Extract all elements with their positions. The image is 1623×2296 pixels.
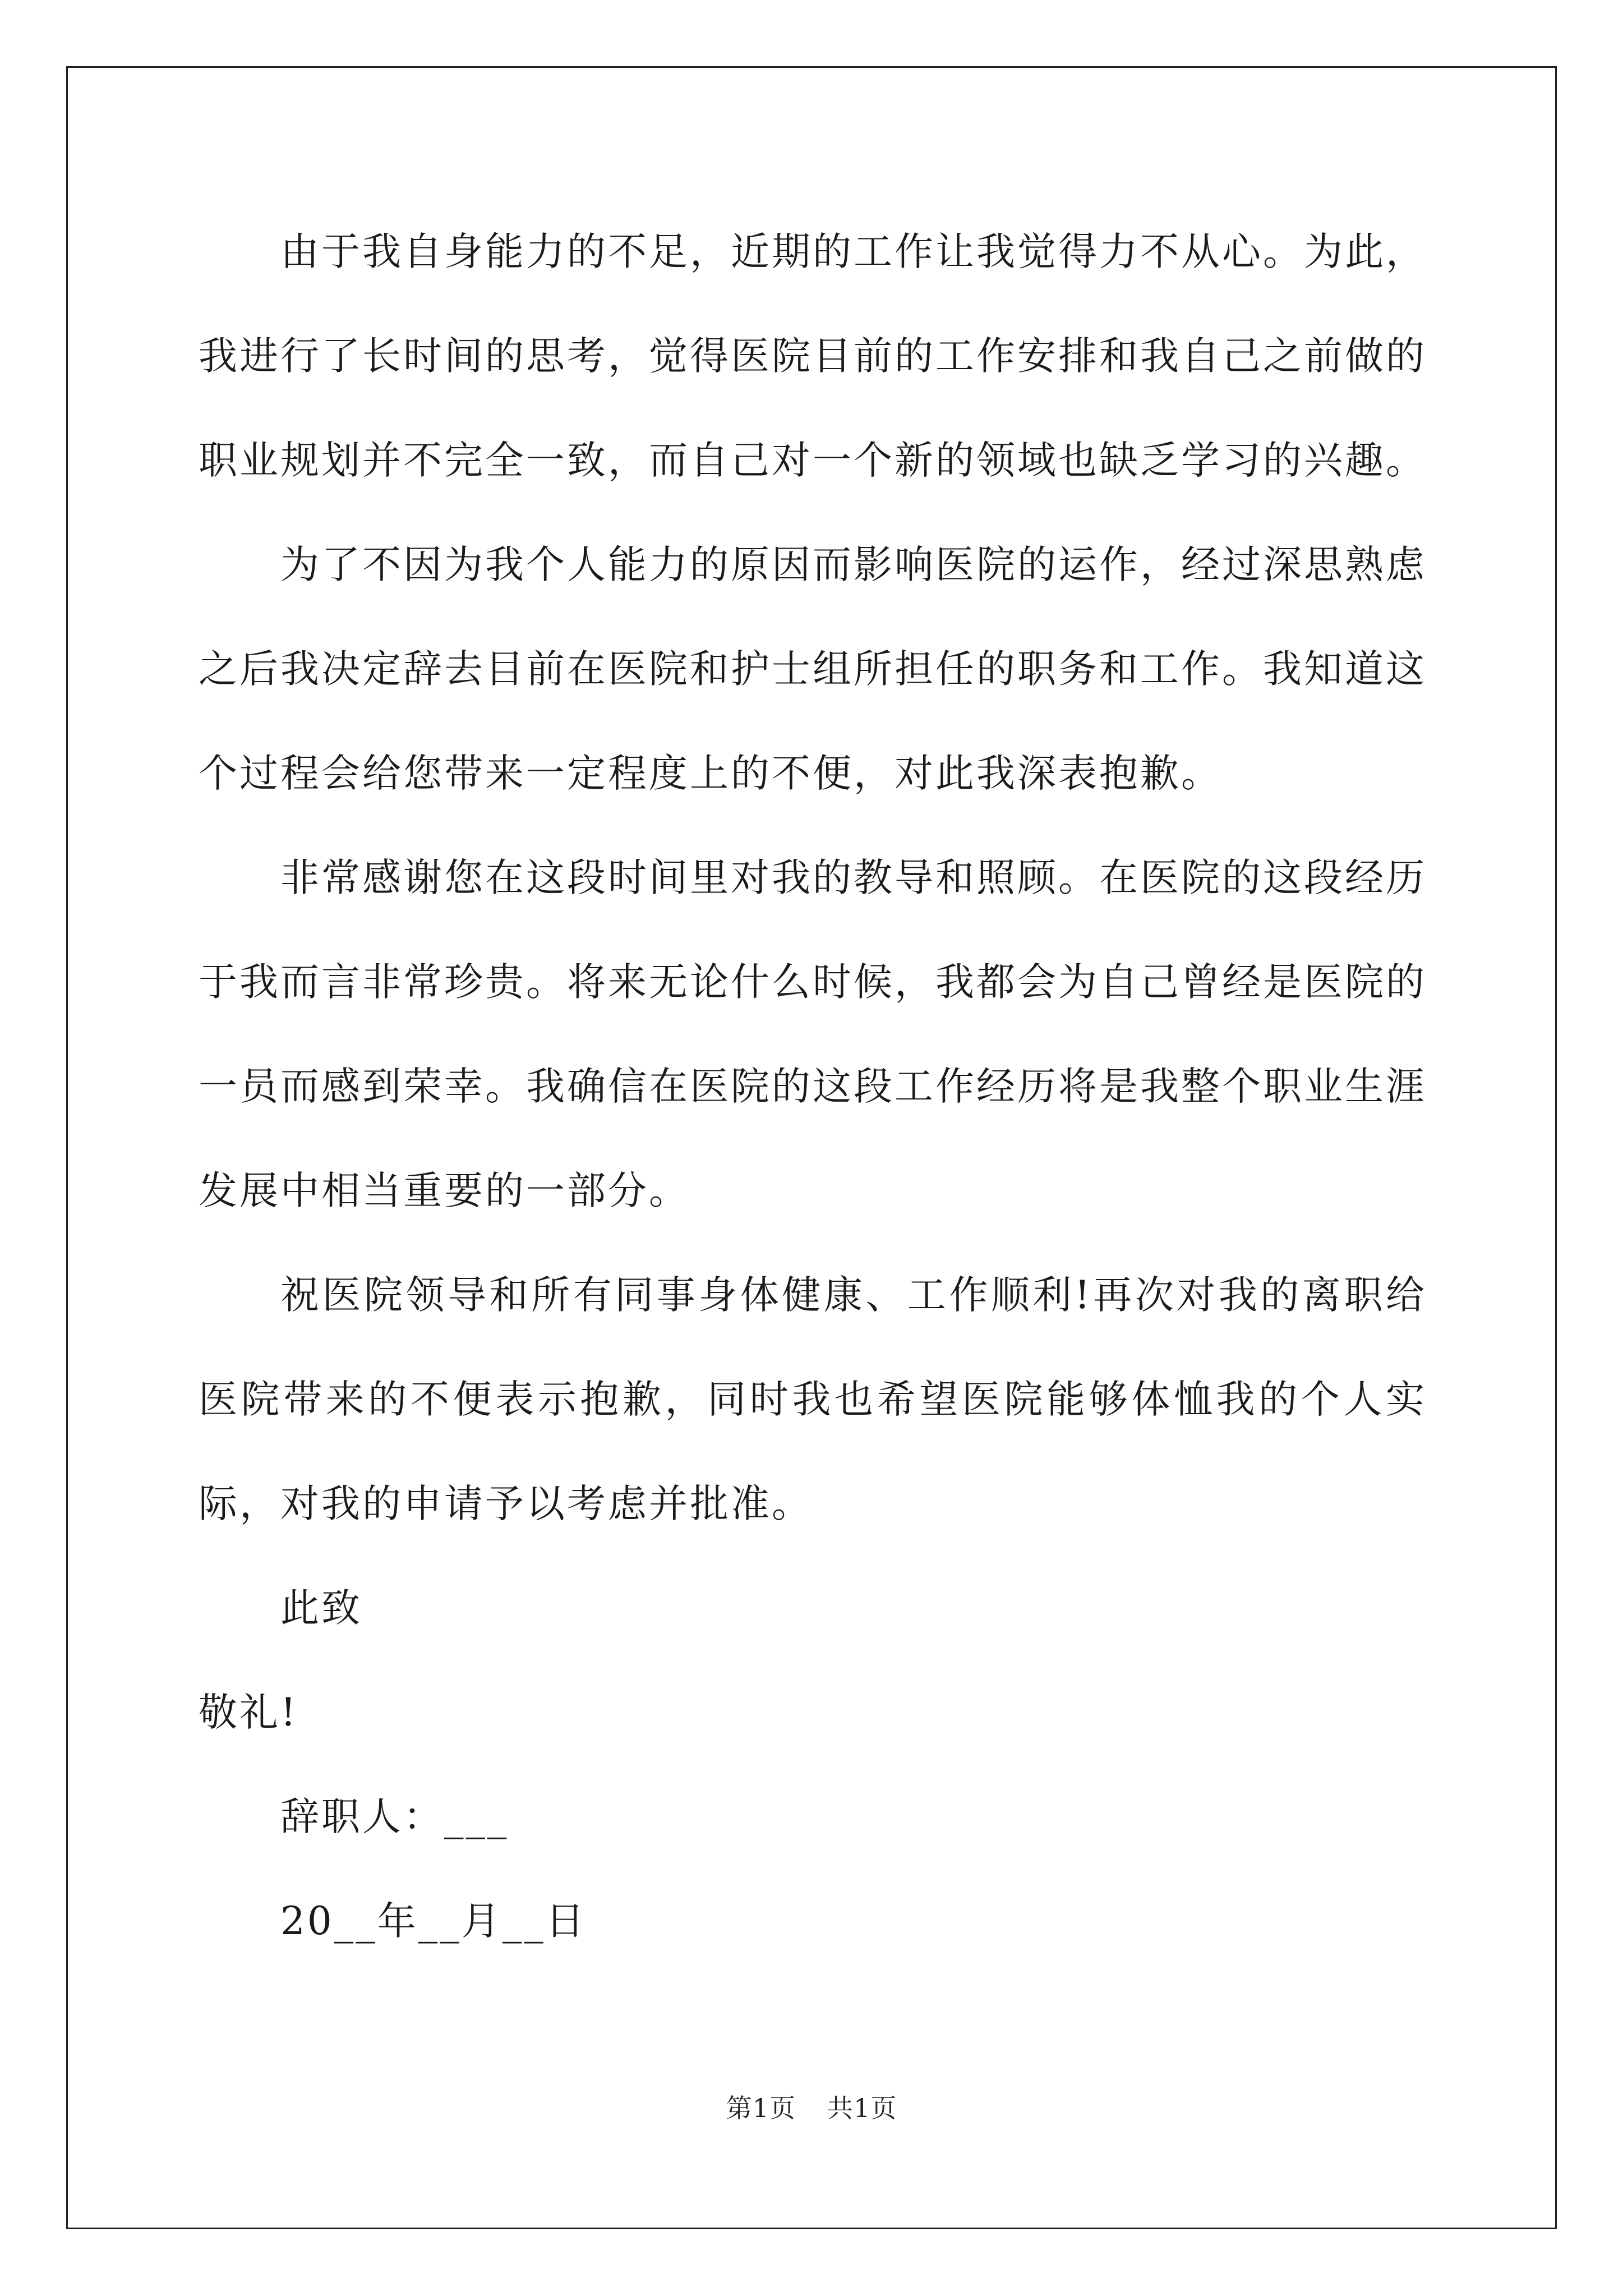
paragraph-4: 祝医院领导和所有同事身体健康、工作顺利!再次对我的离职给医院带来的不便表示抱歉，同时我也希望医院能够体恤我的个人实际，对我的申请予以考虑并批准。: [199, 1273, 1427, 1526]
paragraph-2: 为了不因为我个人能力的原因而影响医院的运作，经过深思熟虑之后我决定辞去目前在医院和护士组所担任的职务和工作。我知道这个过程会给您带来一定程度上的不便，对此我深表抱歉。: [199, 542, 1427, 796]
page-total: 共1页: [827, 2093, 897, 2123]
page-number: 第1页: [726, 2093, 796, 2123]
page-footer: [0, 2088, 1623, 2125]
signature-line: 辞职人：___: [280, 1795, 509, 1839]
closing-text: 此致: [280, 1586, 362, 1631]
salutation-text: 敬礼!: [199, 1690, 298, 1735]
paragraph-3: 非常感谢您在这段时间里对我的教导和照顾。在医院的这段经历于我而言非常珍贵。将来无论什么时候，我都会为自己曾经是医院的一员而感到荣幸。我确信在医院的这段工作经历将是我整个职业生涯发展中相当重要的一部分。: [199, 855, 1427, 1213]
date-line: 20__年__月__日: [280, 1899, 587, 1944]
paragraph-1: 由于我自身能力的不足，近期的工作让我觉得力不从心。为此，我进行了长时间的思考，觉得医院目前的工作安排和我自己之前做的职业规划并不完全一致，而自己对一个新的领域也缺乏学习的兴趣。: [199, 229, 1427, 483]
